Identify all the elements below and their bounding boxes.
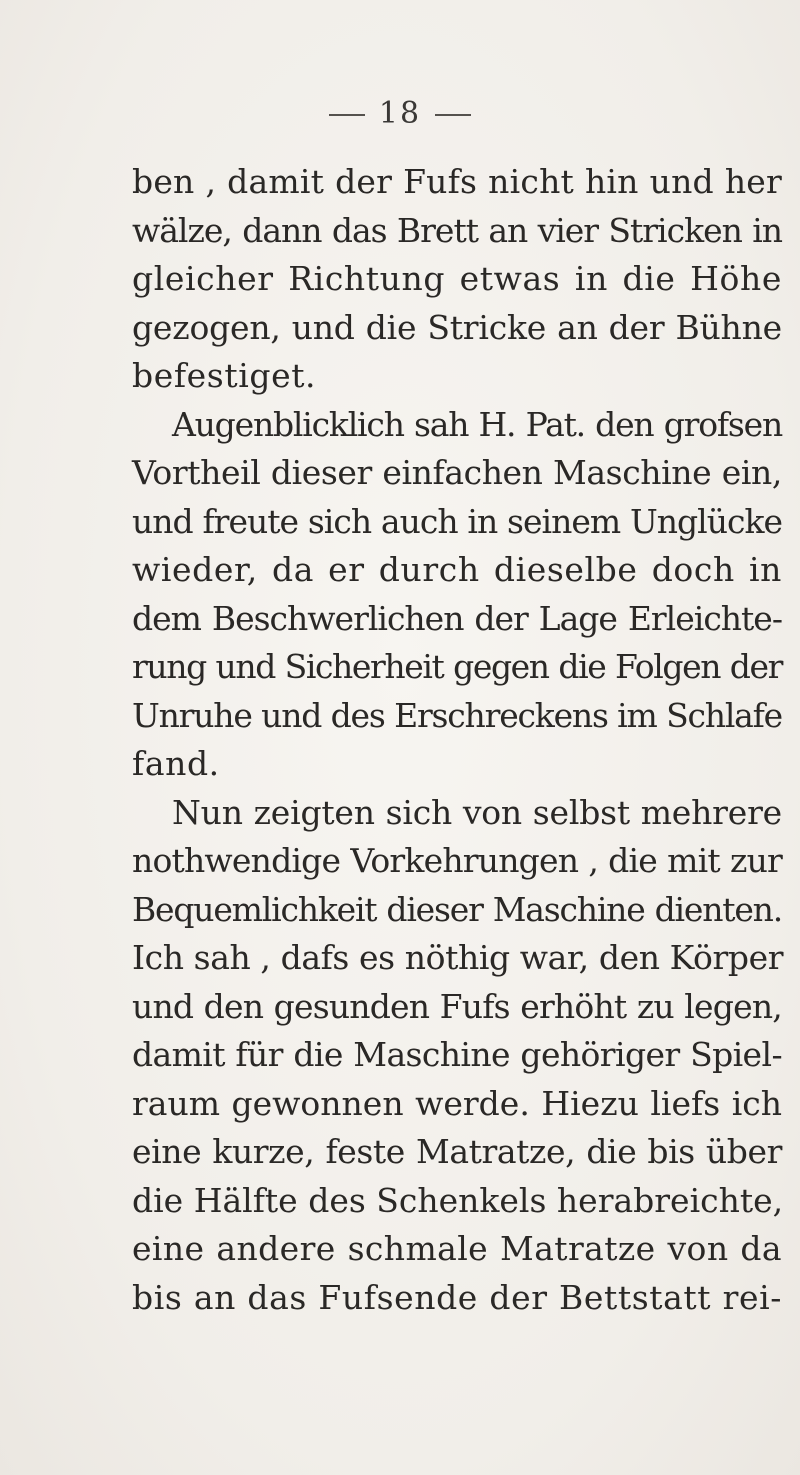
body-text [132,158,782,1322]
text-line: dem Beschwerlichen der Lage Erleichte- [132,598,782,638]
text-line: Vortheil dieser einfachen Maschine ein, [132,453,782,492]
page-header [0,96,800,131]
text-line: gleicher Richtung etwas in die Höhe [132,259,782,298]
text-line: raum gewonnen werde. Hiezu liefs ich [132,1083,782,1123]
text-line: die Hälfte des Schenkels herabreichte, [132,1180,784,1220]
text-line: fand. [132,744,220,783]
text-line: bis an das Fufsende der Bettstatt rei- [132,1277,782,1317]
text-line: ben , damit der Fufs nicht hin und her [132,162,782,201]
text-line: und den gesunden Fufs erhöht zu legen, [132,986,782,1026]
text-line: Augenblicklich sah H. Pat. den grofsen [172,404,782,444]
page-number: 18 [378,96,422,131]
text-line: und freute sich auch in seinem Unglücke [132,501,782,541]
text-line: Ich sah , dafs es nöthig war, den Körper [132,938,784,977]
text-line: eine andere schmale Matratze von da [132,1229,782,1268]
text-line: Unruhe und des Erschreckens im Schlafe [132,695,782,735]
text-line: gezogen, und die Stricke an der Bühne [132,307,782,347]
text-line: eine kurze, feste Matratze, die bis über [132,1132,782,1171]
text-line: wälze, dann das Brett an vier Stricken in [132,210,782,250]
text-line: wieder, da er durch dieselbe doch in [132,550,782,589]
header-dash-left [329,114,365,116]
text-line: damit für die Maschine gehöriger Spiel- [132,1035,782,1074]
text-line: Bequemlichkeit dieser Maschine dienten. [132,889,782,929]
text-line: rung und Sicherheit gegen die Folgen der [132,647,782,686]
text-line: befestiget. [132,356,317,395]
text-line: Nun zeigten sich von selbst mehrere [172,792,782,832]
header-dash-right [435,114,471,116]
text-line: nothwendige Vorkehrungen , die mit zur [132,841,782,880]
